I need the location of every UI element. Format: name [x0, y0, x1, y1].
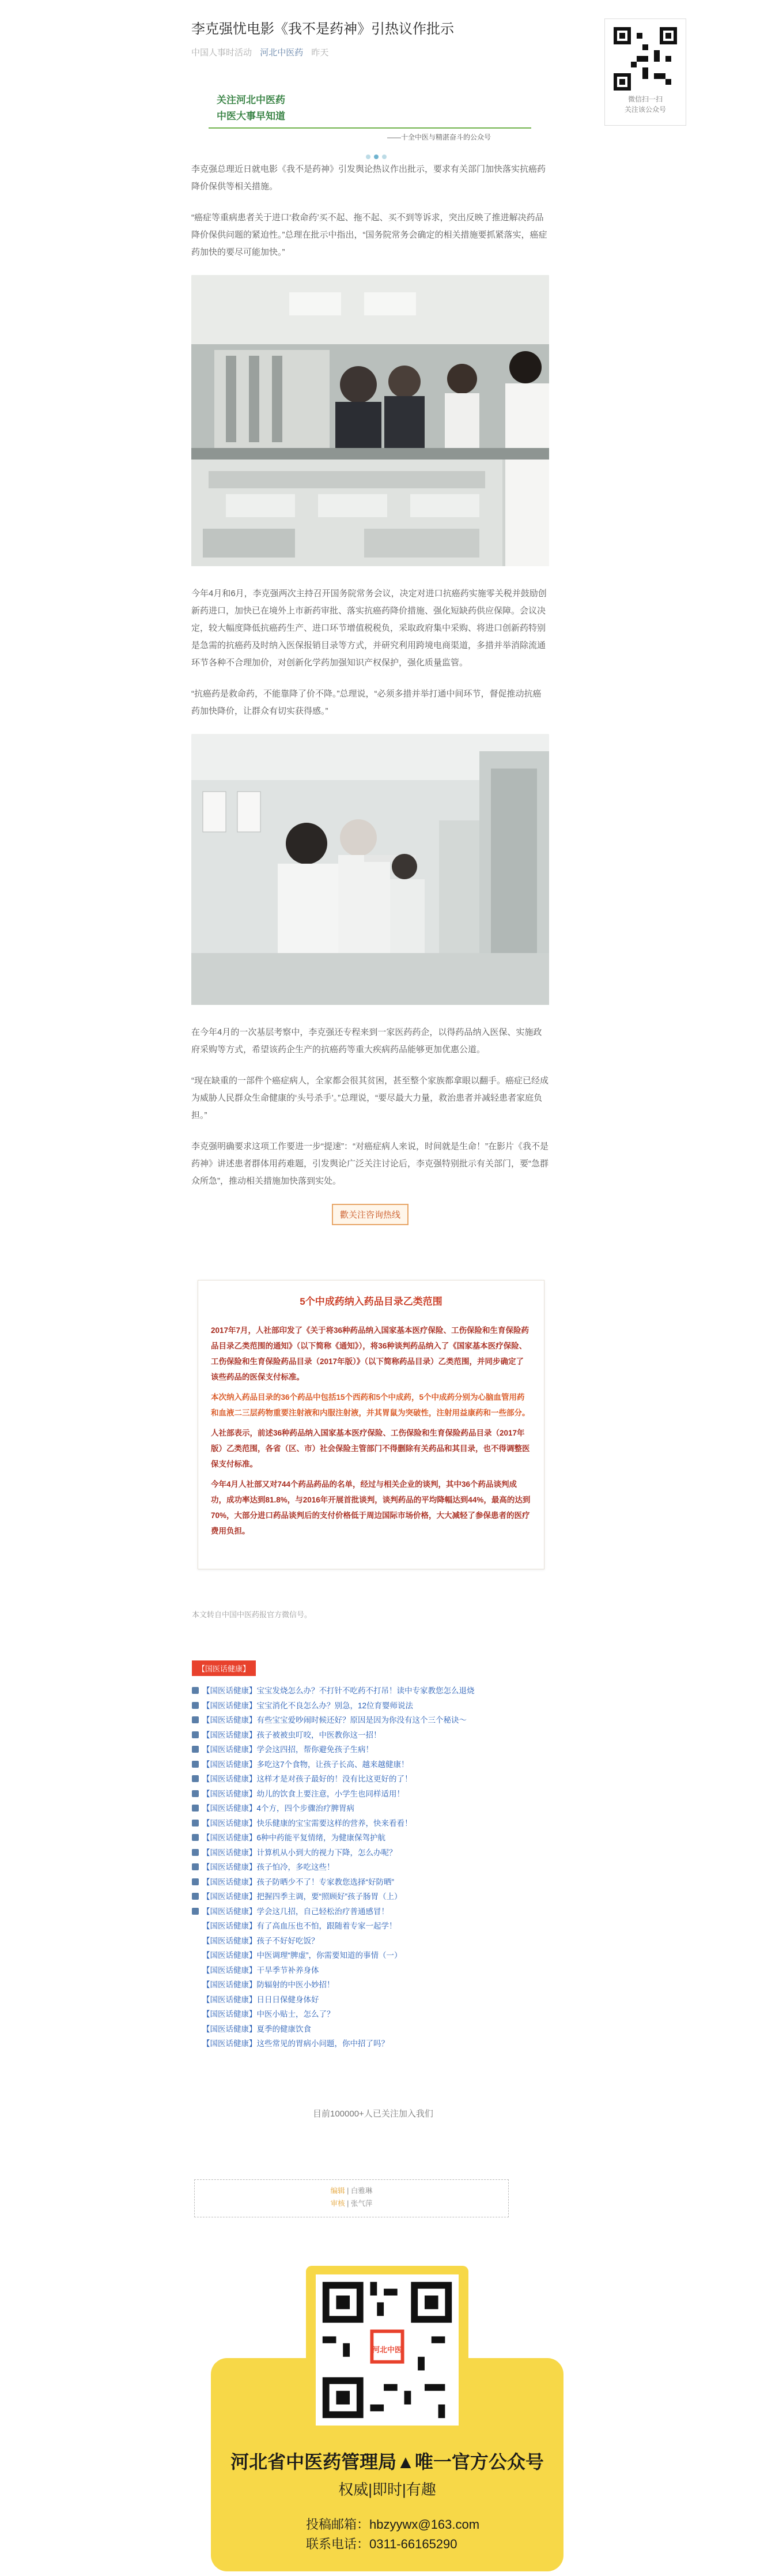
paragraph-7: 李克强明确要求这项工作要进一步“提速”：“对癌症病人来说，时间就是生命！”在影片《我不是药神》讲述患者群体用药难题，引发舆论广泛关注讨论后，李克强特别批示有关部门，要“急群众所急”，推动相关措施加快落到实处。 — [191, 1141, 549, 1186]
bullet-icon — [192, 1849, 199, 1856]
drug-list-box — [198, 1280, 544, 1569]
poster-stamp: 河北中医 — [372, 2345, 402, 2354]
related-links — [192, 1684, 549, 2051]
bullet-icon — [192, 1731, 199, 1738]
related-link[interactable]: 【国医话健康】中医小贴士，怎么了？ — [202, 2010, 335, 2018]
carousel-dots[interactable] — [364, 152, 388, 162]
list-item: 2017年7月，人社部印发了《关于将36种药品纳入国家基本医疗保险、工伤保险和生育保险药品目录乙类范围的通知》（以下简称《通知》），将36种谈判药品纳入了《国家基本医疗保险、工伤保险和生育保险药品目录（2017年版）》（以下简称药品目录）乙类范围，并同步确定了该些药品的医保支付标准。 — [211, 1326, 529, 1381]
related-link[interactable]: 【国医话健康】日日日保健身体好 — [202, 1995, 319, 2004]
bullet-icon — [192, 1820, 199, 1826]
lab-photo-image — [191, 734, 549, 1005]
reviewer-line: 审核 | 张气萍 — [330, 2200, 373, 2208]
bullet-icon — [192, 1761, 199, 1768]
poster-slogan: 权威|即时|有趣 — [338, 2481, 436, 2498]
list-heading: 5个中成药纳入药品目录乙类范围 — [300, 1296, 442, 1307]
bullet-icon — [192, 1687, 199, 1694]
related-link[interactable]: 【国医话健康】有了高血压也不怕，跟随着专家一起学！ — [202, 1922, 397, 1930]
related-link[interactable]: 【国医话健康】宝宝发烧怎么办？不打针不吃药不打吊！读中专家教您怎么退烧 — [192, 1684, 549, 1698]
editor-line: 编辑 | 白雅琳 — [330, 2187, 373, 2195]
related-link[interactable]: 【国医话健康】防辐射的中医小妙招！ — [202, 1980, 335, 1989]
related-link[interactable]: 【国医话健康】孩子被被虫叮咬，中医教你这一招！ — [192, 1728, 549, 1743]
related-link[interactable]: 【国医话健康】夏季的健康饮食 — [202, 2024, 311, 2033]
related-link[interactable]: 【国医话健康】学会这四招，帮你避免孩子生病！ — [192, 1742, 549, 1757]
list-item: 人社部表示，前述36种药品纳入国家基本医疗保险、工伤保险和生育保险药品目录（2017年版）乙类范围，各省（区、市）社会保险主管部门不得删除有关药品和其目录，也不得调整医保支付标准。 — [211, 1429, 530, 1468]
related-link[interactable]: 【国医话健康】这些常见的胃病小问题，你中招了吗？ — [202, 2039, 389, 2048]
poster-phone: 联系电话：0311-66165290 — [306, 2537, 457, 2551]
photo-lab-visit — [191, 734, 549, 1008]
bullet-icon — [192, 1805, 199, 1812]
editor-box — [194, 2179, 509, 2217]
related-link[interactable]: 【国医话健康】多吃这7个食物，让孩子长高、越来越健康！ — [192, 1757, 549, 1772]
photo-pharmacy-visit — [191, 275, 549, 569]
side-qr-caption-2: 关注该公众号 — [624, 106, 666, 114]
bullet-icon — [192, 1716, 199, 1723]
bullet-icon — [192, 1702, 199, 1709]
list-item: 今年4月人社部又对744个药品药品的名单，经过与相关企业的谈判，其中36个药品谈判成功，成功率达到81.8%，与2016年开展首批谈判，谈判药品的平均降幅达到44%，最高的达到70%，大部分进口药品谈判后的支付价格低于周边国际市场价格，大大减轻了参保患者的医疗费用负担。 — [211, 1480, 531, 1535]
related-link[interactable]: 【国医话健康】干旱季节补养身体 — [202, 1965, 319, 1975]
related-link[interactable]: 【国医话健康】4个方，四个步骤治疗脾胃病 — [192, 1801, 549, 1816]
qr-code-icon — [614, 27, 677, 91]
meta-date: 昨天 — [311, 47, 329, 58]
related-link[interactable]: 【国医话健康】把握四季主调，要“照顾好”孩子肠胃（上） — [192, 1889, 549, 1904]
official-account-poster — [211, 2266, 563, 2571]
banner-divider — [209, 127, 531, 129]
poster-title: 河北省中医药管理局▲唯一官方公众号 — [230, 2451, 544, 2472]
follow-banner — [191, 74, 549, 141]
paragraph-6: “现在缺重的一部件个癌症病人，全家都会很其贫困，甚至整个家族都拿眼以翻手。癌症已经成为威胁人民群众生命健康的‘头号杀手’。”总理说，“要尽最大力量，救治患者并减轻患者家庭负担。” — [191, 1075, 549, 1120]
banner-line-1: 关注河北中医药 — [217, 94, 285, 106]
banner-line-2: 中医大事早知道 — [217, 110, 285, 122]
related-link[interactable]: 【国医话健康】幼儿的饮食上要注意，小学生也同样适用！ — [192, 1787, 549, 1802]
related-link[interactable]: 【国医话健康】有些宝宝爱吵闹时候还好？原因是因为你没有这个三个秘诀～ — [192, 1713, 549, 1728]
article-meta — [191, 46, 549, 58]
paragraph-3: 今年4月和6月，李克强两次主持召开国务院常务会议，决定对进口抗癌药实施零关税并鼓励创新药进口，加快已在境外上市新药审批、落实抗癌药降价措施、强化短缺药供应保障。会议决定，较大幅度降低抗癌药生产、进口环节增值税税负，采取政府集中采购、将进口创新药特别是急需的抗癌药及时纳入医保报销目录等方式，并研究利用跨境电商渠道，多措并举消除流通环节各种不合理加价，对创新化学药加强知识产权保护，强化质量监管。 — [191, 588, 547, 668]
related-link[interactable]: 【国医话健康】学会这几招，自己轻松治疗普通感冒！ — [192, 1904, 549, 1919]
list-item: 本次纳入药品目录的36个药品中包括15个西药和5个中成药，5个中成药分别为心脑血管用药和血液二三层药物重要注射液和内服注射液，并其胃鼠为突破性，注射用益康药和一些部分。 — [211, 1393, 530, 1417]
bullet-icon — [192, 1878, 199, 1885]
bullet-icon — [192, 1893, 199, 1900]
follow-tag: 歡关注咨询热线 — [332, 1204, 409, 1225]
paragraph-1: 李克强总理近日就电影《我不是药神》引发舆论热议作出批示，要求有关部门加快落实抗癌药降价保供等相关措施。 — [191, 164, 546, 191]
side-qr-panel — [604, 18, 686, 126]
related-link[interactable]: 【国医话健康】快乐健康的宝宝需要这样的营养，快来看看！ — [192, 1816, 549, 1831]
related-link[interactable]: 【国医话健康】计算机从小到大的视力下降，怎么办呢？ — [192, 1846, 549, 1861]
bullet-icon — [192, 1775, 199, 1782]
related-link[interactable]: 【国医话健康】宝宝消化不良怎么办？别急，12位育婴师说法 — [192, 1698, 549, 1713]
paragraph-4: “抗癌药是救命药，不能靠降了价不降。”总理说，“必须多措并举打通中间环节，督促推动抗癌药加快降价，让群众有切实获得感。” — [191, 688, 542, 716]
side-qr-caption-1: 微信扫一扫 — [627, 95, 663, 103]
meta-account-link[interactable]: 河北中医药 — [260, 47, 304, 58]
banner-sub: ——十全中医与精湛奋斗的公众号 — [387, 133, 491, 141]
pharmacy-photo-image — [191, 275, 549, 566]
poster-email: 投稿邮箱：hbzyywx@163.com — [306, 2517, 480, 2532]
related-link[interactable]: 【国医话健康】这样才是对孩子最好的！没有比这更好的了！ — [192, 1772, 549, 1787]
source-note: 本文转自中国中医药报官方微信号。 — [192, 1610, 312, 1619]
bullet-icon — [192, 1746, 199, 1753]
bullet-icon — [192, 1908, 199, 1915]
related-link[interactable]: 【国医话健康】6种中药能平复情绪，为健康保驾护航 — [192, 1831, 549, 1846]
bullet-icon — [192, 1790, 199, 1797]
related-link[interactable]: 【国医话健康】孩子不好好吃饭？ — [202, 1936, 319, 1945]
article-body — [191, 0, 549, 1225]
section-head-health: 【国医话健康】 — [192, 1660, 256, 1676]
follow-tag-wrap — [191, 1204, 549, 1225]
article-title: 李克强忧电影《我不是药神》引热议作批示 — [191, 21, 454, 37]
paragraph-2: “癌症等重病患者关于进口‘救命药’买不起、拖不起、买不到等诉求，突出反映了推进解决药品降价保供问题的紧迫性。”总理在批示中指出，“国务院常务会确定的相关措施要抓紧落实，癌症药加快的要尽可能加快。” — [191, 212, 547, 257]
bullet-icon — [192, 1863, 199, 1870]
related-link[interactable]: 【国医话健康】孩子怕冷，多吃这些！ — [192, 1860, 549, 1875]
paragraph-5: 在今年4月的一次基层考察中，李克强还专程来到一家医药药企，以得药品纳入医保、实施政府采购等方式，希望该药企生产的抗癌药等重大疾病药品能够更加优惠公道。 — [191, 1027, 542, 1054]
follower-count: 目前100000+人已关注加入我们 — [313, 2109, 433, 2119]
related-link[interactable]: 【国医话健康】孩子防晒少不了！专家教您选择“好防晒” — [192, 1875, 549, 1890]
poster-qr — [316, 2274, 459, 2426]
bullet-icon — [192, 1834, 199, 1841]
meta-source: 中国人事时活动 — [191, 47, 252, 58]
related-link[interactable]: 【国医话健康】中医调理“脾虚”，你需要知道的事情（一） — [202, 1951, 402, 1960]
